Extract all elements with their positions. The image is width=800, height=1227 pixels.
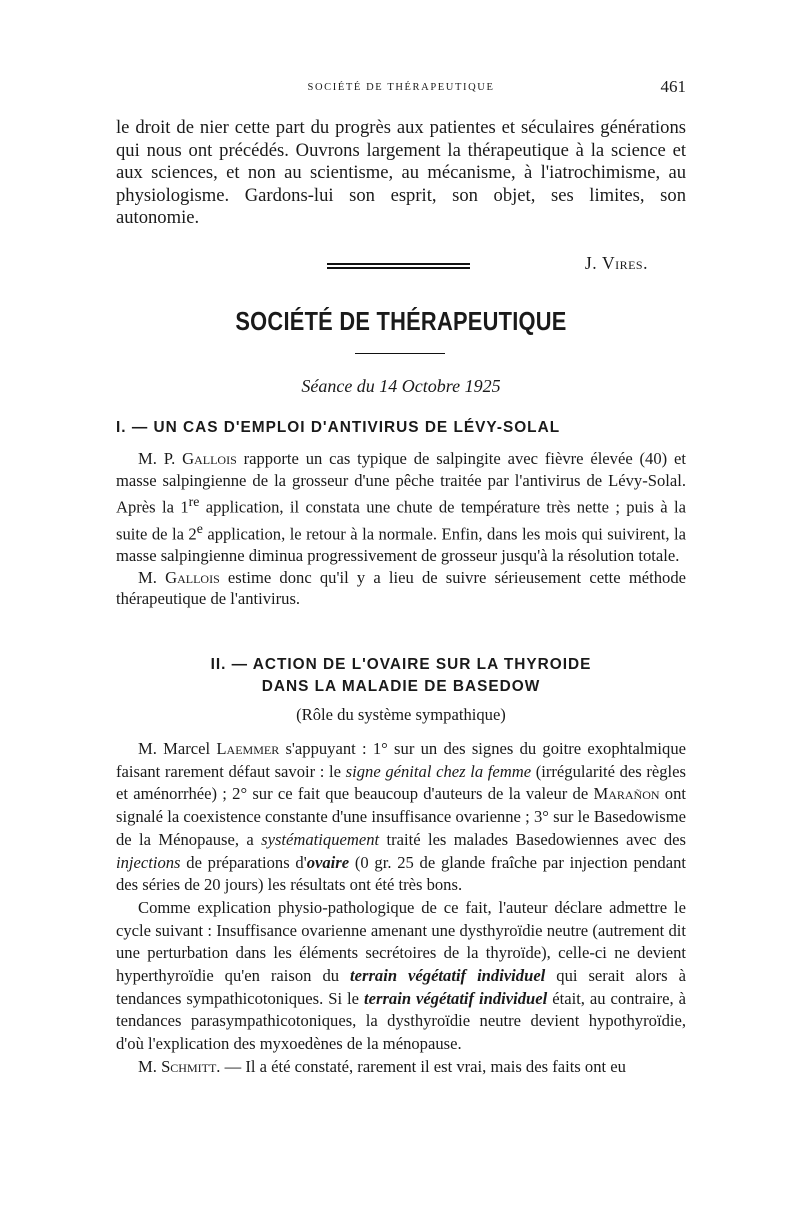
- author-signature: [585, 253, 648, 274]
- signature-initial: J.: [584, 253, 598, 273]
- section-2-paragraph-3: M. Schmitt. — Il a été constaté, rarement il est vrai, mais des faits ont eu: [138, 1056, 626, 1076]
- closing-paragraph-text: le droit de nier cette part du progrès aux patientes et séculaires générations qui nous ont précédés. Ouvrons largement la thérapeutique à la science et aux sciences, et non au scientisme, au mécanisme, à l'iatrochimisme, au physiologisme. Gardons-lui son esprit, son objet, ses limites, son autonomie.: [116, 117, 686, 229]
- author-name: Laemmer: [216, 739, 280, 758]
- session-date: Séance du 14 Octobre 1925: [301, 376, 501, 396]
- section-separator-rule: [327, 263, 470, 269]
- signature-name: Vires.: [601, 253, 648, 273]
- section-2-subtitle: (Rôle du système sympathique): [296, 705, 506, 724]
- section-2-title: [116, 654, 686, 698]
- section-2-title-line-2: DANS LA MALADIE DE BASEDOW: [261, 678, 541, 695]
- section-1-title: I. — UN CAS D'EMPLOI D'ANTIVIRUS DE LÉVY-SOLAL: [116, 419, 561, 436]
- author-name: Gallois: [165, 567, 220, 587]
- author-name: Gallois: [182, 449, 237, 468]
- section-1-paragraph-1: M. P. Gallois rapporte un cas typique de salpingite avec fièvre élevée (40) et masse salpingienne de la grosseur d'une pêche traitée par l'antivirus de Lévy-Solal. Après la 1re application, il constata une chute de température très nette ; puis à la suite de la 2e application, le retour à la normale. Enfin, dans les mois qui suivirent, la masse salpingienne diminua progressivement de grosseur jusqu'à la résolution totale.: [116, 449, 686, 566]
- section-2-body: [116, 738, 686, 1079]
- running-head: [116, 77, 686, 100]
- society-heading: SOCIÉTÉ DE THÉRAPEUTIQUE: [235, 306, 567, 336]
- section-2-paragraph-1: M. Marcel Laemmer s'appuyant : 1° sur un des signes du goitre exophtalmique faisant rarement défaut savoir : le signe génital chez la femme (irrégularité des règles et aménorrhée) ; 2° sur ce fait que beaucoup d'auteurs de la valeur de Marañon ont signalé la coexistence constante d'une insuffisance ovarienne ; 3° sur le Basedowisme de la Ménopause, a systématiquement traité les malades Basedowiennes avec des injections de préparations d'ovaire (0 gr. 25 de glande fraîche par injection pendant des séries de 20 jours) les résultats ont été très bons.: [116, 739, 686, 895]
- cited-author-name: Marañon: [593, 784, 660, 804]
- section-1-body: [116, 448, 686, 610]
- heading-underline-rule: [355, 353, 445, 354]
- section-1-paragraph-2: M. Gallois estime donc qu'il y a lieu de suivre sérieusement cette méthode thérapeutique de l'antivirus.: [116, 567, 686, 609]
- author-name: Schmitt: [161, 1056, 217, 1076]
- section-2-paragraph-2: Comme explication physio-pathologique de ce fait, l'auteur déclare admettre le cycle suivant : Insuffisance ovarienne amenant une dysthyroïdie neutre (autrement dit une perturbation dans les éléments secrétoires de la thyroïde), celle-ci ne devient hyperthyroïdie qu'en raison du terrain végétatif individuel qui serait alors à tendances sympathicotoniques. Si le terrain végétatif individuel était, au contraire, à tendances parasympathicotoniques, la dysthyroïdie neutre devient hypothyroïdie, d'où l'explication des myxoedènes de la ménopause.: [116, 897, 686, 1054]
- page-number: 461: [660, 77, 686, 96]
- running-head-title: SOCIÉTÉ DE THÉRAPEUTIQUE: [307, 82, 495, 93]
- closing-paragraph: [116, 117, 686, 230]
- section-2-title-line-1: II. — ACTION DE L'OVAIRE SUR LA THYROIDE: [210, 656, 592, 673]
